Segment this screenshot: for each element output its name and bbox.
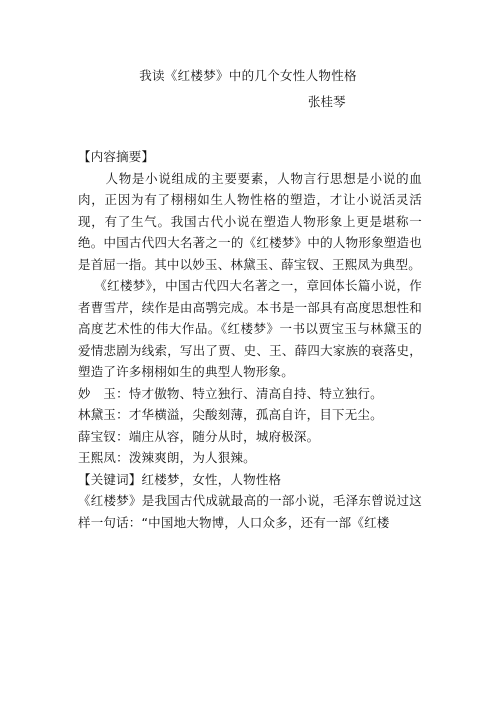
trait-line-lindaiyu: [78, 404, 422, 426]
trait-desc: 才华横溢，尖酸刻薄，孤高自许，目下无尘。: [128, 407, 383, 422]
trait-line-xuebaochai: [78, 426, 422, 448]
trait-line-miaoyu: [78, 383, 422, 405]
trait-desc: 端庄从容，随分从时，城府极深。: [128, 428, 320, 444]
keywords-line: [78, 469, 422, 491]
trait-name: 妙 玉：: [78, 385, 129, 401]
trait-name: 王熙凤：: [78, 450, 129, 465]
abstract-heading: 【内容摘要】: [78, 149, 155, 164]
document-author: 张桂琴: [308, 94, 346, 109]
body-paragraph: 《红楼梦》是我国古代成就最高的一部小说，毛泽东曾说过这样一句话：“中国地大物博，人口众多，还有一部《红楼: [78, 493, 422, 530]
trait-line-wangxifeng: [78, 447, 422, 469]
keywords-heading: 【关键词】: [78, 471, 142, 487]
abstract-paragraph-2: 《红楼梦》，中国古代四大名著之一，章回体长篇小说，作者曹雪芹，续作是由高鹗完成。本书是一部具有高度思想性和高度艺术性的伟大作品。《红楼梦》一书以贾宝玉与林黛玉的爱情悲剧为线索，写出了贾、史、王、薛四大家族的衰落史，塑造了许多栩栩如生的典型人物形象。: [78, 278, 422, 379]
trait-name: 薛宝钗：: [78, 428, 129, 444]
document-title: 我读《红楼梦》中的几个女性人物性格: [139, 68, 357, 83]
trait-name: 林黛玉：: [78, 407, 129, 422]
abstract-paragraph-1: 人物是小说组成的主要要素，人物言行思想是小说的血肉，正因为有了栩栩如生人物性格的塑造，才让小说活灵活现，有了生气。我国古代小说在塑造人物形象上更是堪称一绝。中国古代四大名著之一的《红楼梦》中的人物形象塑造也是首屈一指。其中以妙玉、林黛玉、薛宝钗、王熙凤为典型。: [78, 170, 422, 272]
trait-desc: 恃才傲物、特立独行、清高自持、特立独行。: [128, 385, 383, 401]
keywords-text: 红楼梦，女性，人物性格: [141, 471, 282, 487]
document-body: [78, 146, 422, 533]
trait-desc: 泼辣爽朗，为人狠辣。: [128, 450, 256, 465]
